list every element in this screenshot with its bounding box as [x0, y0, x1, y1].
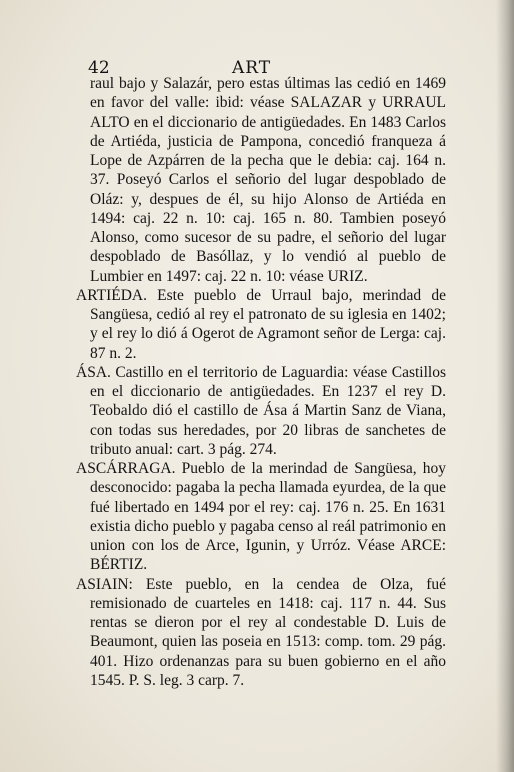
- page-edge-shadow: [496, 0, 514, 772]
- dictionary-text: [76, 74, 446, 690]
- entry-continuation: [76, 74, 446, 286]
- entry-ascarraga: [76, 459, 446, 575]
- entry-text: Este pueblo, en la cendea de Olza, fué remisionado de cuarteles en 1418: caj. 117 n. 44. Sus rentas se dieron por el rey al condestable D. Luis de Beaumont, quien las poseia en 1513: comp. tom. 29 pág. 401. Hizo ordenanzas para su buen gobierno en el año 1545. P. S. leg. 3 carp. 7.: [90, 575, 446, 689]
- entry-headword: ÁSA.: [76, 363, 111, 381]
- entry-artieda: [76, 286, 446, 363]
- entry-asa: [76, 363, 446, 459]
- entry-headword: ASCÁRRAGA.: [76, 460, 176, 477]
- running-head: ART: [232, 58, 272, 78]
- entry-text: Este pueblo de Urraul bajo, merindad de Sangüesa, cedió al rey el patronato de su iglesia en 1402; y el rey lo dió á Ogerot de Agramont señor de Lerga: caj. 87 n. 2.: [90, 286, 446, 362]
- page-number: 42: [88, 58, 110, 78]
- entry-asiain: [76, 575, 446, 691]
- entry-text: Pueblo de la merindad de Sangüesa, hoy desconocido: pagaba la pecha llamada eyurdea, de la que fué libertado en 1494 por el rey: caj. 176 n. 25. En 1631 existia dicho pueblo y pagaba censo al reál patrimonio en union con los de Arce, Igunin, y Urróz. Véase ARCE: BÉRTIZ.: [90, 460, 446, 574]
- entry-text: Castillo en el territorio de Laguardia: véase Castillos en el diccionario de antigüedades. En 1237 el rey D. Teobaldo dió el castillo de Ása á Martin Sanz de Viana, con todas sus heredades, por 20 libras de sanchetes de tributo anual: cart. 3 pág. 274.: [90, 363, 446, 458]
- entry-headword: ARTIÉDA.: [76, 286, 147, 304]
- entry-headword: ASIAIN:: [76, 575, 133, 593]
- entry-text: raul bajo y Salazár, pero estas últimas las cedió en 1469 en favor del valle: ibid: véase SALAZAR y URRAUL ALTO en el diccionario de antigüedades. En 1483 Carlos de Artiéda, justicia de Pampona, concedió franqueza á Lope de Azpárren de la pecha que le debia: caj. 164 n. 37. Poseyó Carlos el señorio del lugar despoblado de Oláz: y, despues de él, su hijo Alonso de Artiéda en 1494: caj. 22 n. 10: caj. 165 n. 80. Tambien poseyó Alonso, como sucesor de su padre, el señorio del lugar despoblado de Basóllaz, y lo vendió al pueblo de Lumbier en 1497: caj. 22 n. 10: véase URIZ.: [90, 75, 446, 285]
